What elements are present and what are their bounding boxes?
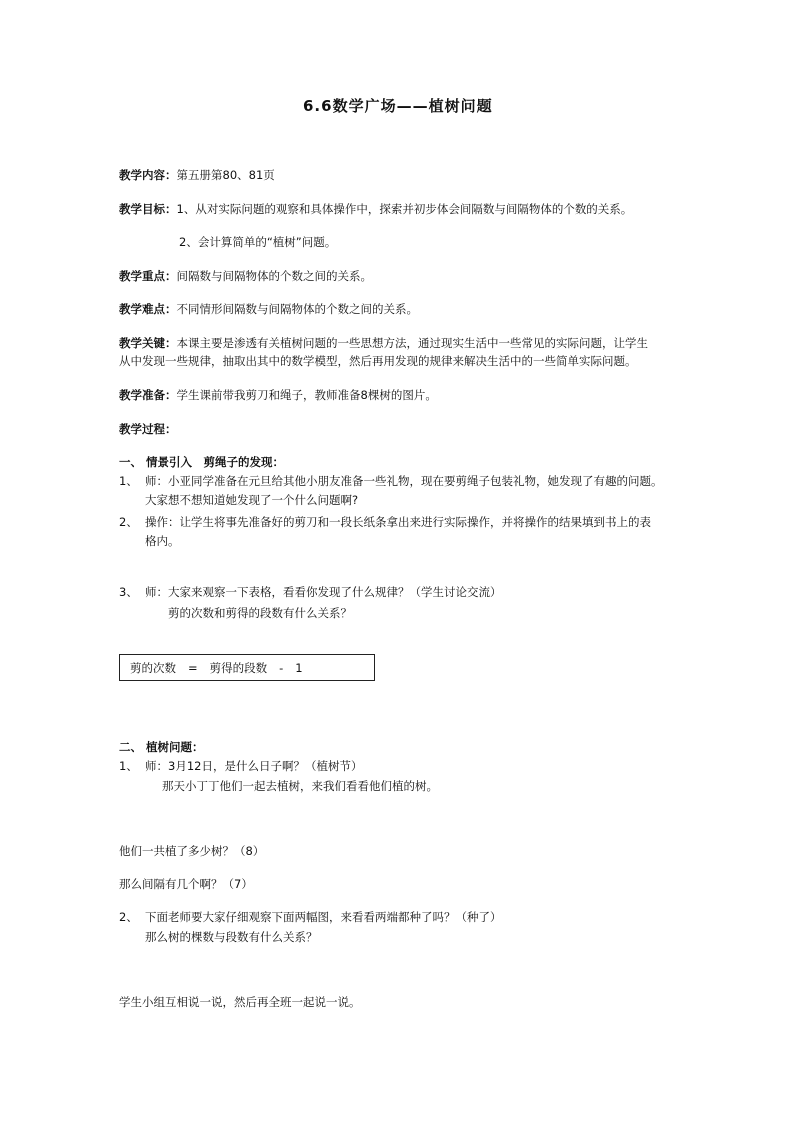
section-1-item-2-line-2: 格内。 <box>145 534 180 548</box>
section-1-heading: 一、 情景引入 剪绳子的发现： <box>119 455 285 469</box>
section-1-item-3-number: 3、 <box>119 585 138 599</box>
question-tree-count: 他们一共植了多少树？（8） <box>119 844 265 858</box>
prep-label: 教学准备： <box>119 388 177 402</box>
crux-label: 教学关键： <box>119 336 177 350</box>
formula-segment-count: 剪得的段数 <box>209 661 268 675</box>
teaching-content-row <box>119 167 275 183</box>
formula-text <box>130 660 303 676</box>
key-point-row <box>119 268 372 284</box>
process-label: 教学过程： <box>119 422 177 436</box>
teaching-goals-row <box>119 201 632 217</box>
section-2-item-2-line-2: 那么树的棵数与段数有什么关系？ <box>145 930 318 944</box>
teaching-goal-2: 2、会计算简单的“植树”问题。 <box>179 235 337 249</box>
section-2-item-1-number: 1、 <box>119 759 138 773</box>
prep-row <box>119 387 437 403</box>
teaching-content-label: 教学内容： <box>119 168 177 182</box>
formula-one: 1 <box>295 661 303 675</box>
formula-cut-count: 剪的次数 <box>130 661 176 675</box>
section-1-item-2-line-1: 操作：让学生将事先准备好的剪刀和一段长纸条拿出来进行实际操作，并将操作的结果填到书上的表 <box>145 515 651 529</box>
section-1-item-1-number: 1、 <box>119 474 138 488</box>
formula-equals: = <box>188 661 198 675</box>
difficulty-label: 教学难点： <box>119 302 177 316</box>
section-1-item-1-line-2: 大家想不想知道她发现了一个什么问题啊? <box>145 493 359 507</box>
difficulty-row <box>119 301 418 317</box>
teaching-content-text: 第五册第80、81页 <box>176 168 275 182</box>
closing-activity: 学生小组互相说一说，然后再全班一起说一说。 <box>119 995 361 1009</box>
teaching-goal-1: 1、从对实际问题的观察和具体操作中，探索并初步体会间隔数与间隔物体的个数的关系。 <box>176 202 633 216</box>
teaching-goals-label: 教学目标： <box>119 202 177 216</box>
crux-line-1: 本课主要是渗透有关植树问题的一些思想方法，通过现实生活中一些常见的实际问题，让学生 <box>176 336 648 350</box>
section-1-item-2-number: 2、 <box>119 515 138 529</box>
difficulty-text: 不同情形间隔数与间隔物体的个数之间的关系。 <box>176 302 418 316</box>
section-1-item-3-line-1: 师：大家来观察一下表格，看看你发现了什么规律？（学生讨论交流） <box>145 585 502 599</box>
formula-box <box>119 654 375 681</box>
prep-text: 学生课前带我剪刀和绳子，教师准备8棵树的图片。 <box>176 388 437 402</box>
question-interval-count: 那么间隔有几个啊？（7） <box>119 877 253 891</box>
section-2-item-2-number: 2、 <box>119 910 138 924</box>
crux-line-2: 从中发现一些规律，抽取出其中的数学模型，然后再用发现的规律来解决生活中的一些简单实际问题。 <box>119 354 637 368</box>
section-2-item-1-line-2: 那天小丁丁他们一起去植树，来我们看看他们植的树。 <box>162 779 438 793</box>
section-2-item-2-line-1: 下面老师要大家仔细观察下面两幅图，来看看两端都种了吗？（种了） <box>145 910 502 924</box>
key-point-label: 教学重点： <box>119 269 177 283</box>
section-1-item-3-line-2: 剪的次数和剪得的段数有什么关系？ <box>168 606 352 620</box>
section-2-item-1-line-1: 师：3月12日，是什么日子啊？（植树节） <box>145 759 363 773</box>
key-point-text: 间隔数与间隔物体的个数之间的关系。 <box>176 269 372 283</box>
section-2-heading: 二、 植树问题： <box>119 740 204 754</box>
crux-row <box>119 335 648 351</box>
section-1-item-1-line-1: 师：小亚同学准备在元旦给其他小朋友准备一些礼物，现在要剪绳子包装礼物，她发现了有趣的问题。 <box>145 474 663 488</box>
formula-minus: - <box>279 661 284 675</box>
document-title: 6.6数学广场——植树问题 <box>303 97 493 115</box>
